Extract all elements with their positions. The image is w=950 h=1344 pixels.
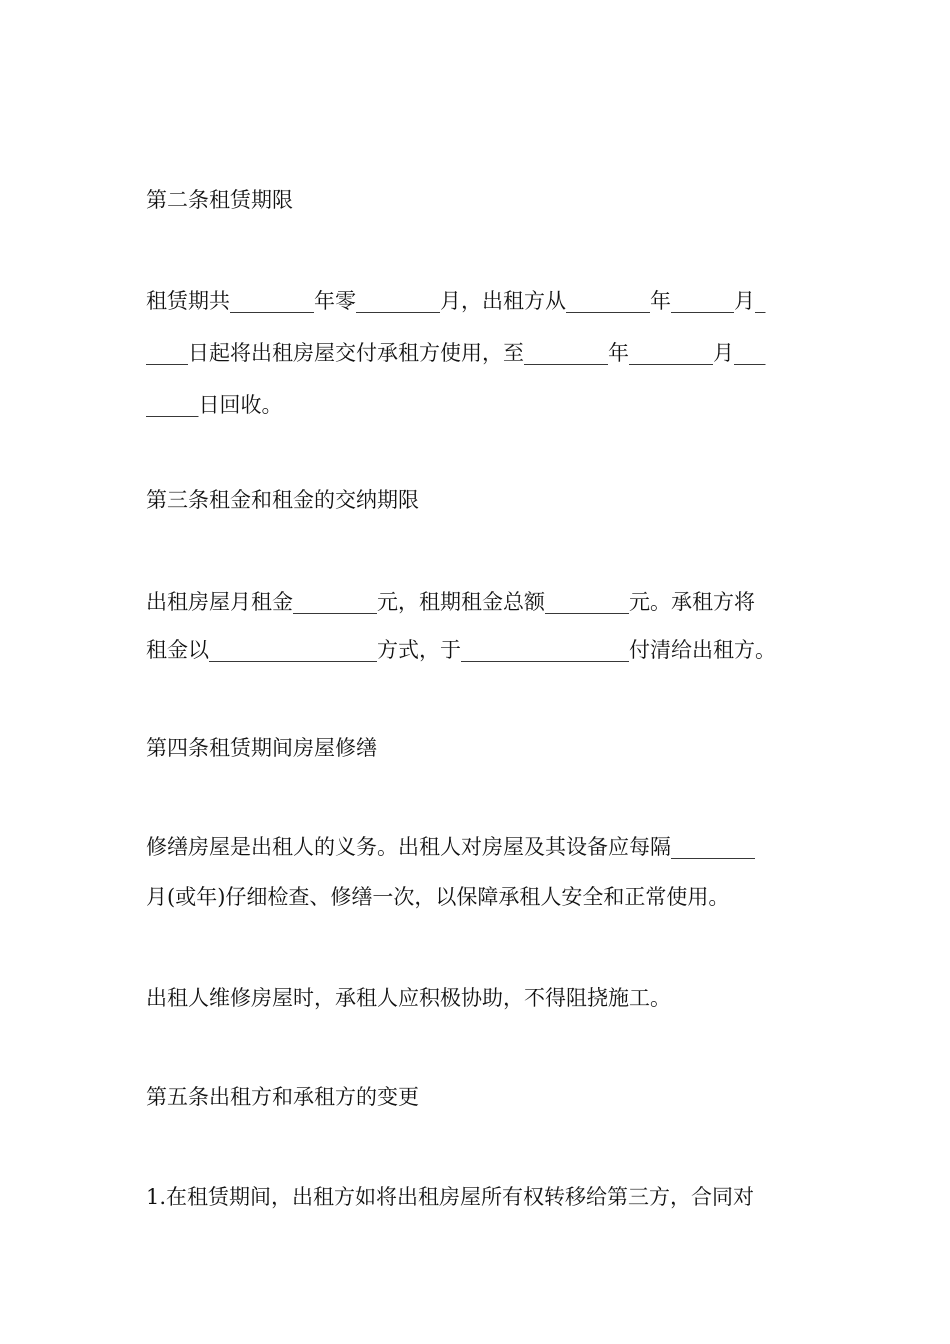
paragraph-line: ____日起将出租房屋交付承租方使用，至________年________月___	[146, 341, 766, 365]
paragraph-line: 租赁期共________年零________月，出租方从________年______月_	[146, 289, 766, 313]
paragraph-line: 月(或年)仔细检查、修缮一次，以保障承租人安全和正常使用。	[146, 885, 730, 909]
paragraph-line: 出租房屋月租金________元，租期租金总额________元。承租方将	[146, 590, 755, 614]
article-2-heading: 第二条租赁期限	[146, 188, 293, 212]
article-3-heading: 第三条租金和租金的交纳期限	[146, 488, 419, 512]
article-5-heading: 第五条出租方和承租方的变更	[146, 1085, 419, 1109]
paragraph-line: 修缮房屋是出租人的义务。出租人对房屋及其设备应每隔________	[146, 835, 755, 859]
paragraph-line: _____日回收。	[146, 393, 283, 417]
paragraph-line: 租金以________________方式，于________________付清给出租方。	[146, 638, 776, 662]
paragraph-line: 出租人维修房屋时，承租人应积极协助，不得阻挠施工。	[146, 986, 671, 1010]
paragraph-line: 1.在租赁期间，出租方如将出租房屋所有权转移给第三方，合同对	[146, 1185, 755, 1209]
article-4-heading: 第四条租赁期间房屋修缮	[146, 736, 377, 760]
